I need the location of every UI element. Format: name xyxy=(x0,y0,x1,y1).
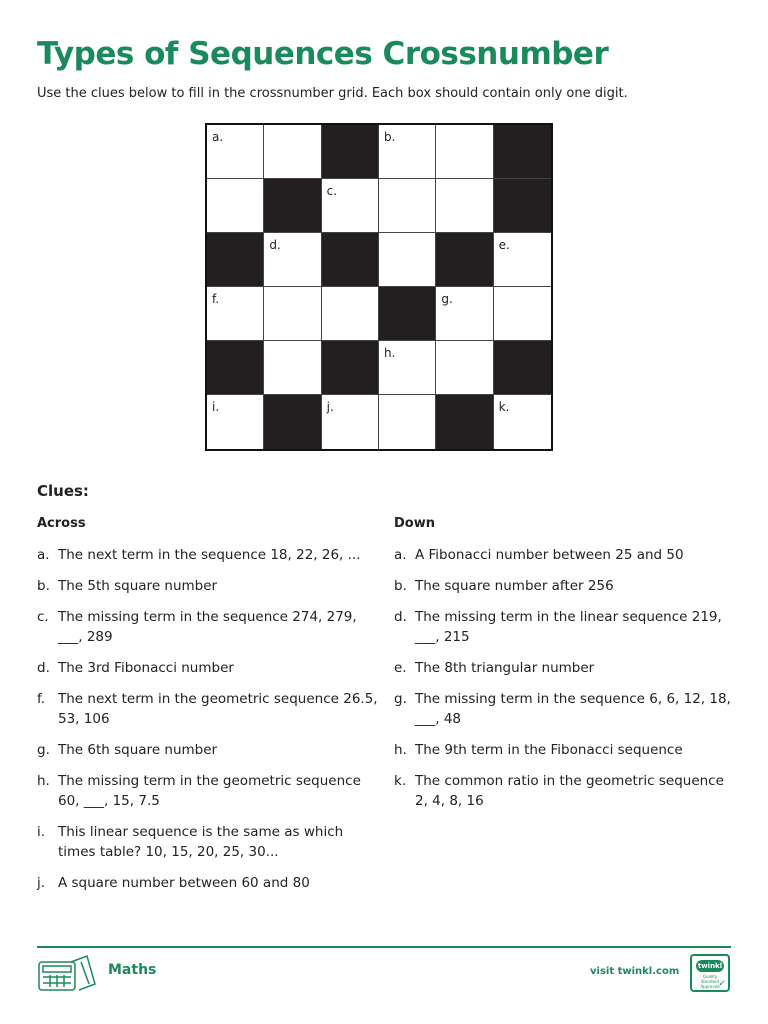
clue-text: The square number after 256 xyxy=(415,578,614,594)
across-clue xyxy=(37,873,382,893)
clue-text: The missing term in the linear sequence 219, ___, 215 xyxy=(415,609,722,645)
cell-clue-label: b. xyxy=(383,130,396,144)
clue-label: j. xyxy=(37,875,46,891)
down-clue xyxy=(394,607,739,647)
clue-text: The next term in the geometric sequence 26.5, 53, 106 xyxy=(58,691,378,727)
across-clue xyxy=(37,545,382,565)
grid-cell[interactable] xyxy=(379,395,436,449)
cell-clue-label: j. xyxy=(326,400,334,414)
across-column xyxy=(37,514,382,904)
grid-cell[interactable] xyxy=(207,179,264,233)
clue-label: h. xyxy=(37,773,50,789)
cell-clue-label: a. xyxy=(212,130,224,144)
across-clue xyxy=(37,576,382,596)
check-icon: ✓ xyxy=(718,979,726,989)
badge-text: Quality Standard Approved xyxy=(700,974,720,989)
grid-cell-shaded xyxy=(264,179,321,233)
clue-label: d. xyxy=(394,609,407,625)
grid-cell[interactable] xyxy=(207,287,264,341)
across-clue xyxy=(37,689,382,729)
down-column xyxy=(394,514,739,822)
grid-cell[interactable] xyxy=(379,341,436,395)
maths-calculator-icon xyxy=(37,954,99,994)
intro-text: Use the clues below to fill in the crossnumber grid. Each box should contain only one digit. xyxy=(37,86,628,101)
grid-cell[interactable] xyxy=(379,125,436,179)
site-link[interactable]: visit twinkl.com xyxy=(590,966,680,977)
grid-cell-shaded xyxy=(207,233,264,287)
across-heading: Across xyxy=(37,516,86,531)
grid-cell-shaded xyxy=(436,395,493,449)
clue-label: i. xyxy=(37,824,46,840)
down-clue xyxy=(394,576,739,596)
across-clue xyxy=(37,607,382,647)
clue-text: The missing term in the sequence 6, 6, 12, 18, ___, 48 xyxy=(415,691,731,727)
clue-text: A square number between 60 and 80 xyxy=(58,875,310,891)
clue-label: a. xyxy=(394,547,407,563)
grid-cell[interactable] xyxy=(207,125,264,179)
clue-label: d. xyxy=(37,660,50,676)
clue-text: The 3rd Fibonacci number xyxy=(58,660,234,676)
quality-badge xyxy=(690,954,730,992)
cell-clue-label: e. xyxy=(498,238,510,252)
grid-cell[interactable] xyxy=(379,233,436,287)
grid-cell-shaded xyxy=(322,125,379,179)
cell-clue-label: f. xyxy=(212,292,220,306)
clue-label: c. xyxy=(37,609,49,625)
grid-cell[interactable] xyxy=(207,395,264,449)
crossnumber-grid xyxy=(205,123,553,451)
clue-label: a. xyxy=(37,547,50,563)
clue-label: e. xyxy=(394,660,407,676)
down-heading: Down xyxy=(394,516,435,531)
grid-cell[interactable] xyxy=(436,125,493,179)
cell-clue-label: k. xyxy=(498,400,510,414)
grid-cell[interactable] xyxy=(264,287,321,341)
clue-text: The 6th square number xyxy=(58,742,218,758)
down-clue xyxy=(394,771,739,811)
grid-cell[interactable] xyxy=(494,233,551,287)
grid-cell-shaded xyxy=(494,125,551,179)
cell-clue-label: h. xyxy=(383,346,396,360)
grid-cell[interactable] xyxy=(264,125,321,179)
cell-clue-label: c. xyxy=(326,184,338,198)
grid-cell[interactable] xyxy=(436,179,493,233)
grid-cell[interactable] xyxy=(436,287,493,341)
across-clue xyxy=(37,771,382,811)
grid-cell[interactable] xyxy=(322,287,379,341)
subject-label: Maths xyxy=(108,962,157,978)
clue-label: g. xyxy=(394,691,407,707)
page-title: Types of Sequences Crossnumber xyxy=(37,36,609,72)
grid-cell[interactable] xyxy=(322,395,379,449)
clue-text: The 5th square number xyxy=(58,578,218,594)
down-clue xyxy=(394,740,739,760)
grid-cell-shaded xyxy=(494,341,551,395)
grid-cell-shaded xyxy=(207,341,264,395)
down-clue xyxy=(394,545,739,565)
clues-heading: Clues: xyxy=(37,482,89,500)
clue-label: h. xyxy=(394,742,407,758)
clue-text: The missing term in the geometric sequence 60, ___, 15, 7.5 xyxy=(58,773,361,809)
grid-cell-shaded xyxy=(322,341,379,395)
across-clue xyxy=(37,822,382,862)
clue-text: The missing term in the sequence 274, 279, ___, 289 xyxy=(58,609,357,645)
clue-text: The 9th term in the Fibonacci sequence xyxy=(415,742,683,758)
cell-clue-label: i. xyxy=(212,400,220,414)
across-clue xyxy=(37,740,382,760)
clue-label: b. xyxy=(37,578,50,594)
grid-cell-shaded xyxy=(322,233,379,287)
grid-cell[interactable] xyxy=(322,179,379,233)
across-clue-list xyxy=(37,545,382,893)
clue-label: b. xyxy=(394,578,407,594)
clue-text: This linear sequence is the same as which times table? 10, 15, 20, 25, 30... xyxy=(58,824,344,860)
clue-text: A Fibonacci number between 25 and 50 xyxy=(415,547,684,563)
grid-cell-shaded xyxy=(494,179,551,233)
cell-clue-label: g. xyxy=(441,292,453,306)
down-clue xyxy=(394,689,739,729)
grid-cell[interactable] xyxy=(436,341,493,395)
down-clue-list xyxy=(394,545,739,811)
across-clue xyxy=(37,658,382,678)
cell-clue-label: d. xyxy=(269,238,281,252)
twinkl-logo: twinkl xyxy=(697,962,723,970)
clue-text: The 8th triangular number xyxy=(415,660,595,676)
clue-text: The common ratio in the geometric sequence 2, 4, 8, 16 xyxy=(415,773,724,809)
grid-cell-shaded xyxy=(436,233,493,287)
clue-label: f. xyxy=(37,691,46,707)
footer-divider xyxy=(37,946,731,948)
clue-label: k. xyxy=(394,773,407,789)
clue-label: g. xyxy=(37,742,50,758)
grid-cell-shaded xyxy=(379,287,436,341)
grid-cell[interactable] xyxy=(494,395,551,449)
clue-text: The next term in the sequence 18, 22, 26, ... xyxy=(58,547,361,563)
grid-cell[interactable] xyxy=(379,179,436,233)
grid-cell[interactable] xyxy=(264,341,321,395)
grid-cell[interactable] xyxy=(264,233,321,287)
grid-cell-shaded xyxy=(264,395,321,449)
down-clue xyxy=(394,658,739,678)
grid-cell[interactable] xyxy=(494,287,551,341)
